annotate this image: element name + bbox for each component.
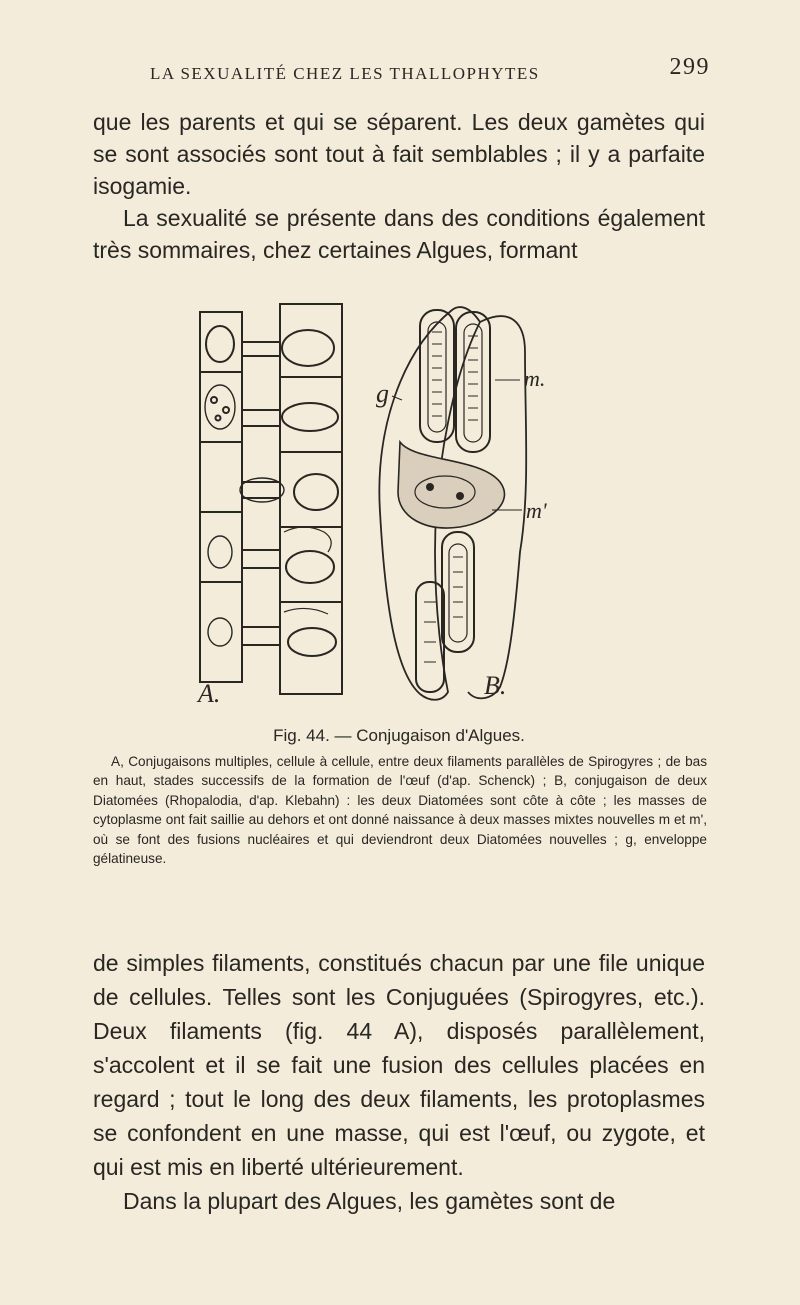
paragraph-gametes: Dans la plupart des Algues, les gamètes sont de (123, 1188, 616, 1214)
running-title: LA SEXUALITÉ CHEZ LES THALLOPHYTES (150, 64, 540, 83)
figure-label-b: B. (484, 671, 507, 700)
paragraph-filaments: de simples filaments, constitués chacun par une file unique de cellules. Telles sont les Conjuguées (Spirogyres, etc.). Deux filaments (fig. 44 A), disposés parallèlement, s'accolent et il se fait une fusion des cellules placées en regard ; tout le long des deux filaments, les protoplasmes se confondent en une masse, qui est l'œuf, ou zygote, et qui est mis en liberté ultérieurement. (93, 950, 705, 1180)
figure-44 (180, 282, 620, 722)
figure-a-spirogyra-filaments (200, 304, 342, 694)
text-top (93, 106, 705, 266)
figure-label-m: m. (524, 366, 546, 391)
paragraph-continued: que les parents et qui se séparent. Les deux gamètes qui se sont associés sont tout à fait semblables ; il y a parfaite isogamie. (93, 109, 705, 199)
figure-label-g: g (376, 379, 389, 408)
page-number: 299 (669, 54, 710, 80)
figure-caption-body (93, 752, 707, 868)
caption-text: A, Conjugaisons multiples, cellule à cellule, entre deux filaments parallèles de Spirogyres ; de bas en haut, stades successifs de la formation de l'œuf (d'ap. Schenck) ; B, conjugaison de deux Diatomées (Rhopalodia, d'ap. Klebahn) : les deux Diatomées sont côte à côte ; les masses de cytoplasme ont fait saillie au dehors et ont donné naissance à deux masses mixtes nouvelles m et m', où se font des fusions nucléaires et qui deviendront deux Diatomées nouvelles ; g, enveloppe gélatineuse. (93, 754, 707, 867)
figure-label-m-prime: m' (526, 498, 547, 523)
figure-label-a: A. (198, 679, 221, 708)
figure-b-diatoms (379, 307, 526, 700)
text-bottom (93, 946, 705, 1218)
paragraph-sexualite: La sexualité se présente dans des conditions également très sommaires, chez certaines Algues, formant (93, 205, 705, 263)
figure-caption-title: Fig. 44. — Conjugaison d'Algues. (273, 726, 525, 745)
